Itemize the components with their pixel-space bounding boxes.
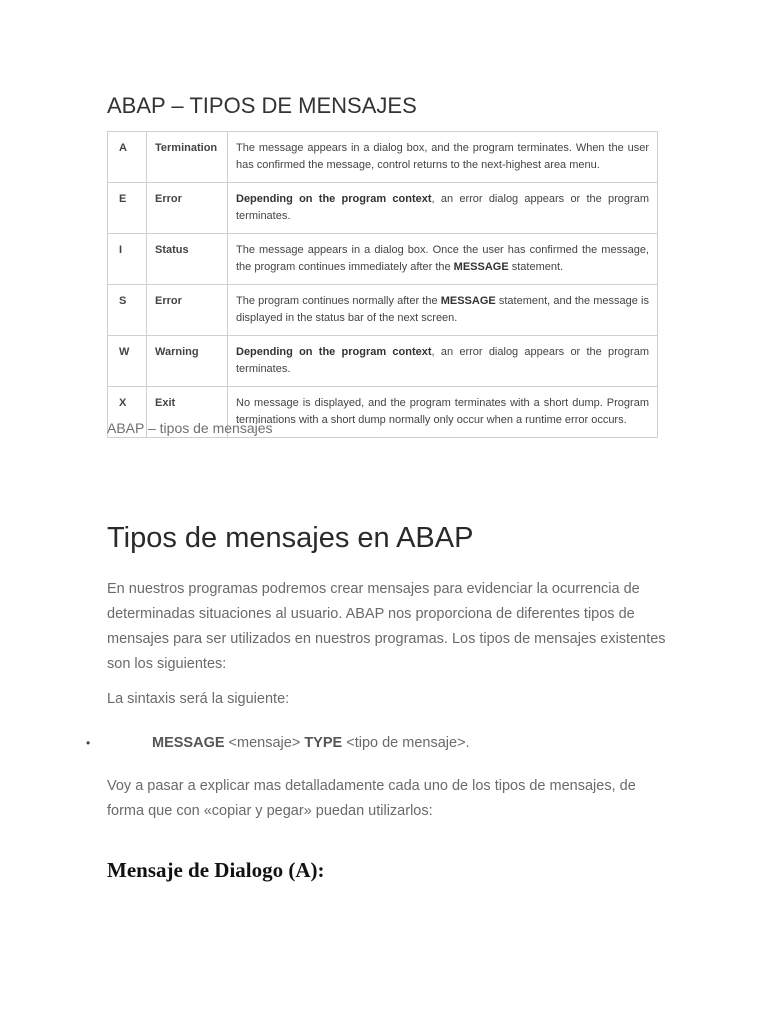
description-bold-text: MESSAGE <box>440 295 496 307</box>
description-bold-text: Depending on the program context <box>236 346 432 358</box>
description-text: The message appears in a dialog box. Once the user has confirmed the message, the program continues immediately after the <box>236 244 649 273</box>
syntax-argument-message: <mensaje> <box>224 735 305 751</box>
syntax-line <box>152 731 470 755</box>
description-text: No message is displayed, and the program terminates with a short dump. Program terminations with a short dump normally only occur when a runtime error occurs. <box>236 397 649 426</box>
description-cell <box>228 336 658 387</box>
syntax-intro-paragraph: La sintaxis será la siguiente: <box>107 691 290 707</box>
image-caption: ABAP – tipos de mensajes <box>107 420 273 436</box>
type-code-cell: E <box>108 183 147 234</box>
description-text: The message appears in a dialog box, and the program terminates. When the user has confirmed the message, control returns to the next-highest area menu. <box>236 142 649 171</box>
table-row <box>108 336 658 387</box>
type-code-cell: W <box>108 336 147 387</box>
type-name-cell: Error <box>147 285 228 336</box>
image-title: ABAP – TIPOS DE MENSAJES <box>107 93 417 118</box>
message-types-table <box>107 131 658 438</box>
syntax-keyword-message: MESSAGE <box>152 735 225 751</box>
syntax-argument-type: <tipo de mensaje>. <box>342 735 470 751</box>
type-code-cell: I <box>108 234 147 285</box>
description-cell <box>228 285 658 336</box>
type-code-cell: A <box>108 132 147 183</box>
subheading-dialog-message: Mensaje de Dialogo (A): <box>107 858 325 882</box>
type-name-cell: Status <box>147 234 228 285</box>
description-text: The program continues normally after the <box>236 295 441 307</box>
description-text: , an error dialog appears or the program terminates. <box>236 346 649 375</box>
description-text: , an error dialog appears or the program terminates. <box>236 193 649 222</box>
description-bold-text: MESSAGE <box>453 261 509 273</box>
explanation-paragraph: Voy a pasar a explicar mas detalladamente cada uno de los tipos de mensajes, de forma que con «copiar y pegar» puedan utilizarlos: <box>107 778 636 819</box>
type-code-cell: X <box>108 387 147 438</box>
type-name-cell: Error <box>147 183 228 234</box>
description-cell <box>228 387 658 438</box>
table-row <box>108 132 658 183</box>
description-cell <box>228 234 658 285</box>
table-row <box>108 183 658 234</box>
table-row <box>108 234 658 285</box>
description-bold-text: Depending on the program context <box>236 193 432 205</box>
description-text: statement, and the message is displayed in the status bar of the next screen. <box>236 295 649 324</box>
syntax-keyword-type: TYPE <box>304 735 343 751</box>
intro-paragraph: En nuestros programas podremos crear mensajes para evidenciar la ocurrencia de determinadas situaciones al usuario. ABAP nos proporciona de diferentes tipos de mensajes para ser utilizados en nuestros programas. Los tipos de mensajes existentes son los siguientes: <box>107 581 666 672</box>
description-text: statement. <box>508 261 564 273</box>
message-types-table-body <box>108 132 658 438</box>
description-cell <box>228 132 658 183</box>
section-heading: Tipos de mensajes en ABAP <box>107 522 474 554</box>
table-row <box>108 285 658 336</box>
type-name-cell: Exit <box>147 387 228 438</box>
description-cell <box>228 183 658 234</box>
bullet-icon: • <box>86 736 91 750</box>
type-code-cell: S <box>108 285 147 336</box>
type-name-cell: Warning <box>147 336 228 387</box>
type-name-cell: Termination <box>147 132 228 183</box>
